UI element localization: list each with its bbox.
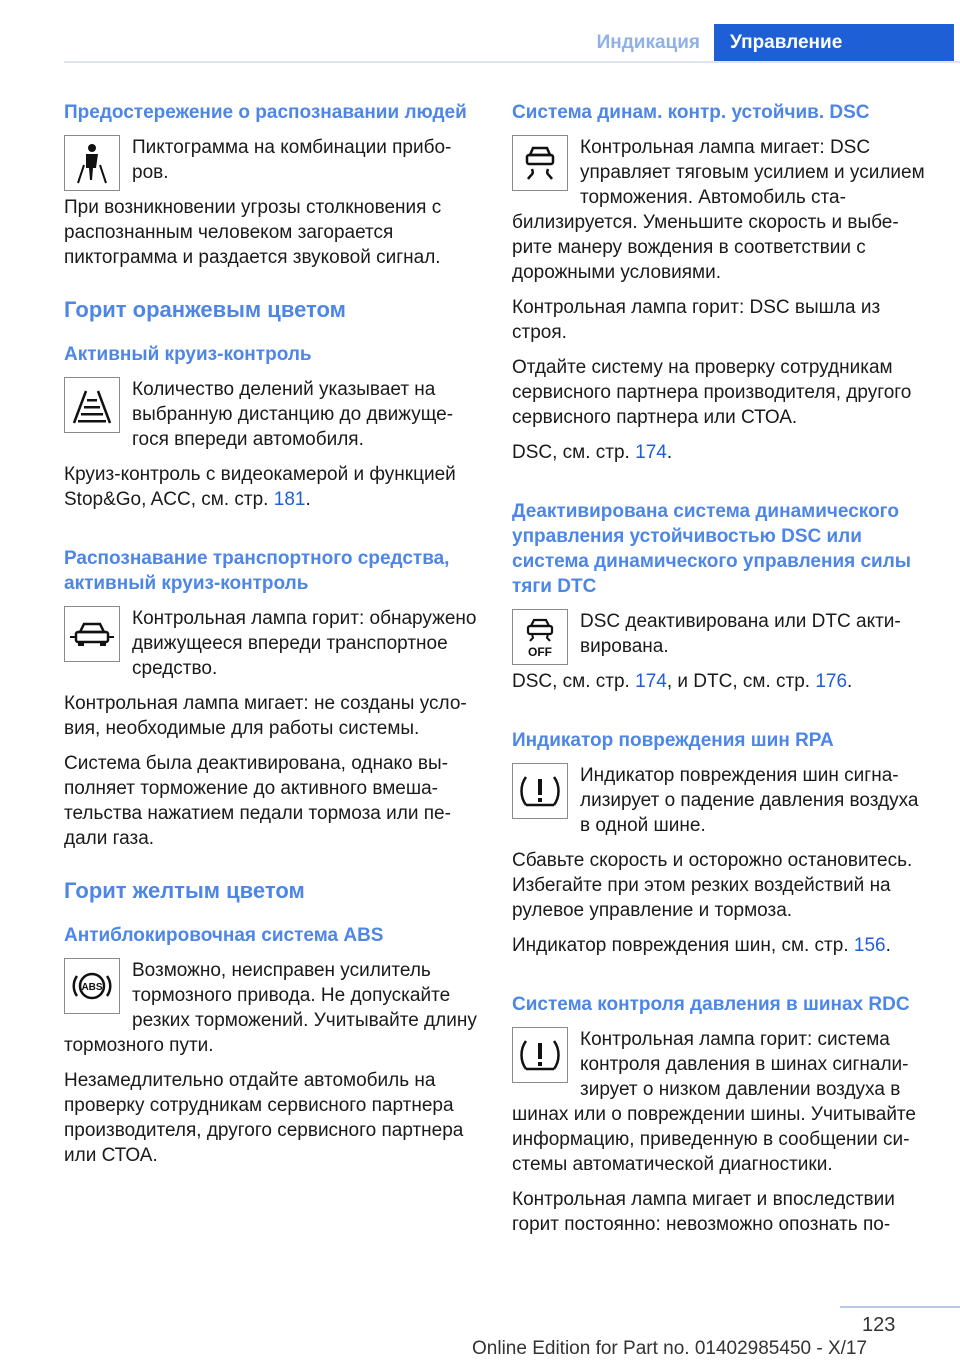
right-column [512, 100, 928, 1247]
dsc-text-1: Контрольная лампа мигает: DSC управляет тяговым усилием и усилием торможения. Автомобиль стабилизируется. Уменьшите скорость и выберите манеру вождения в соответствии с дорожными условиями. [512, 137, 925, 283]
heading-orange: Горит оранжевым цветом [64, 297, 346, 322]
tab-control[interactable]: Управление [714, 24, 954, 62]
page-link-176[interactable]: 176 [815, 671, 848, 692]
section-title-rdc: Система контроля давления в шинах RDC [512, 994, 910, 1015]
section-title-dsc-off: Деактивирована система динамического управления устойчивостью DSC или система динамического управления силы тяги DTC [512, 501, 912, 597]
tire-warning-icon [512, 763, 568, 819]
section-title-rpa: Индикатор повреждения шин RPA [512, 730, 834, 751]
car-ahead-icon [64, 606, 120, 662]
abs-block [64, 958, 480, 1168]
vehicle-detection-text-1: Контрольная лампа горит: обнаружено движущееся впереди транспортное средство. [132, 608, 477, 679]
dsc-text-2: Контрольная лампа горит: DSC вышла из строя. [512, 297, 881, 343]
distance-bars-icon [64, 377, 120, 433]
dsc-off-text-1: DSC деактивирована или DTC активирована. [580, 611, 901, 657]
tab-indicator[interactable]: Индикация [588, 24, 714, 62]
section-title-abs: Антиблокировочная система ABS [64, 925, 384, 946]
dsc-off-icon [512, 609, 568, 665]
page-link-181[interactable]: 181 [273, 489, 306, 510]
rdc-text-2: Контрольная лампа мигает и впоследствии горит постоянно: невозможно опознать по- [512, 1189, 895, 1235]
dsc-off-block [512, 609, 928, 694]
footer-divider [840, 1306, 960, 1308]
abs-text-1: Возможно, неисправен усилитель тормозного привода. Не допускайте резких торможений. Учитывайте длину тормозного пути. [64, 960, 477, 1056]
section-title-active-cruise: Активный круиз-контроль [64, 344, 312, 365]
dsc-text-4: DSC, см. стр. 174. [512, 442, 673, 463]
page-link-156[interactable]: 156 [853, 935, 886, 956]
svg-text:ABS: ABS [81, 982, 103, 993]
vehicle-detection-text-3: Система была деактивирована, однако выполняет торможение до активного вмешательства нажатием педали тормоза или педали газа. [64, 753, 451, 849]
pedestrian-warning-text-1: Пиктограмма на комбинации приборов. [132, 137, 452, 183]
rpa-text-2: Сбавьте скорость и осторожно остановитесь. Избегайте при этом резких воздействий на рулевое управление и тормоза. [512, 850, 913, 921]
section-title-dsc: Система динам. контр. устойчив. DSC [512, 102, 870, 123]
section-title-vehicle-detection: Распознавание транспортного средства, активный круиз-контроль [64, 548, 450, 594]
edition-note: Online Edition for Part no. 01402985450 - X/17 [472, 1338, 868, 1359]
vehicle-detection-block [64, 606, 480, 851]
pedestrian-warning-text-2: При возникновении угрозы столкновения с распознанным человеком загорается пиктограмма и раздается звуковой сигнал. [64, 197, 442, 268]
abs-icon [64, 958, 120, 1014]
header-divider [64, 61, 960, 63]
dsc-off-text-2: DSC, см. стр. 174, и DTC, см. стр. 176. [512, 671, 853, 692]
header-tabs [588, 24, 954, 62]
active-cruise-block [64, 377, 480, 512]
abs-text-2: Незамедлительно отдайте автомобиль на проверку сотрудникам сервисного партнера производителя, другого сервисного партнера или СТОА. [64, 1070, 464, 1166]
dsc-skid-icon [512, 135, 568, 191]
tire-pressure-icon [512, 1027, 568, 1083]
page-link-174-b[interactable]: 174 [635, 671, 667, 692]
page-link-174[interactable]: 174 [635, 442, 667, 463]
dsc-block [512, 135, 928, 465]
pedestrian-warning-block [64, 135, 480, 270]
rdc-text-1: Контрольная лампа горит: система контроля давления в шинах сигнализирует о низком давлении воздуха в шинах или о повреждении шины. Учитывайте информацию, приведенную в сообщении системы автоматической диагностики. [512, 1029, 916, 1175]
rpa-block [512, 763, 928, 958]
section-title-pedestrian-warning: Предостережение о распознавании людей [64, 102, 467, 123]
vehicle-detection-text-2: Контрольная лампа мигает: не созданы условия, необходимые для работы системы. [64, 693, 467, 739]
rdc-block [512, 1027, 928, 1237]
rpa-text-3: Индикатор повреждения шин, см. стр. 156. [512, 935, 891, 956]
active-cruise-text-1: Количество делений указывает на выбранную дистанцию до движущегося впереди автомобиля. [132, 379, 454, 450]
pedestrian-icon [64, 135, 120, 191]
active-cruise-text-2: Круиз-контроль с видеокамерой и функцией Stop&Go, ACC, см. стр. 181. [64, 464, 456, 510]
heading-yellow: Горит желтым цветом [64, 878, 305, 903]
page-number: 123 [862, 1314, 896, 1336]
left-column [64, 100, 480, 1178]
dsc-text-3: Отдайте систему на проверку сотрудникам сервисного партнера производителя, другого сервисного партнера или СТОА. [512, 357, 912, 428]
rpa-text-1: Индикатор повреждения шин сигнализирует о падение давления воздуха в одной шине. [580, 765, 919, 836]
svg-text:OFF: OFF [528, 645, 552, 659]
